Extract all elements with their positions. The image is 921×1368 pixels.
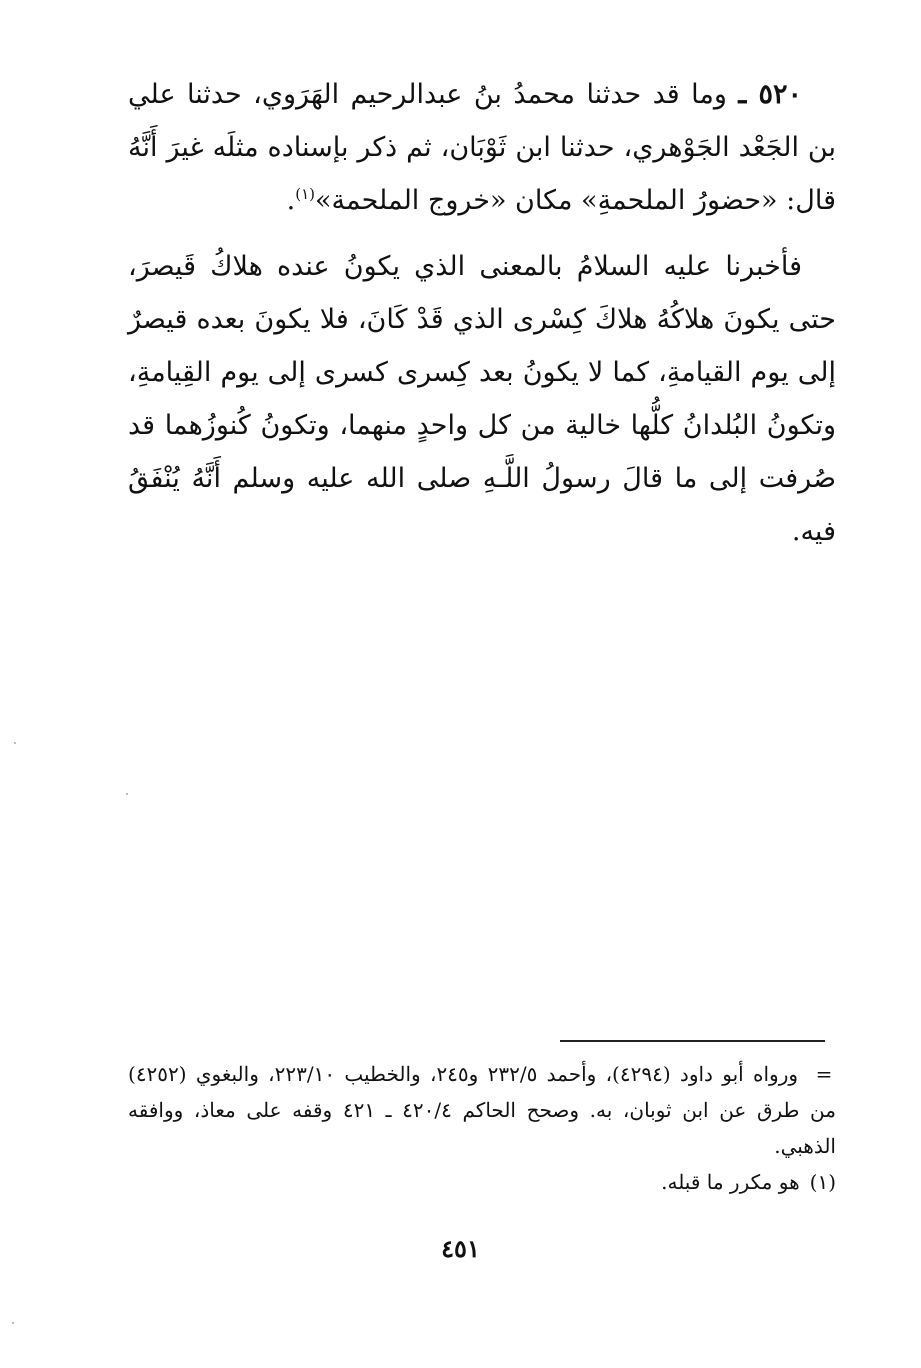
footnote-item (128, 1164, 836, 1200)
commentary-paragraph: فأخبرنا عليه السلامُ بالمعنى الذي يكونُ عنده هلاكُ قَيصرَ، حتى يكونَ هلاكُهُ هلاكَ كِسْرى الذي قَدْ كَانَ، فلا يكونَ بعده قيصرٌ إلى يوم القيامةِ، كما لا يكونُ بعد كِسرى كسرى إلى يوم القِيامةِ، وتكونُ البُلدانُ كلُّها خالية من كل واحدٍ منهما، وتكونُ كُنوزُهما قد صُرفت إلى ما قالَ رسولُ اللَّـهِ صلى الله عليه وسلم أَنَّهُ يُنْفَقُ فيه. (128, 251, 836, 547)
scan-speck (14, 742, 16, 744)
scan-speck (12, 1322, 14, 1324)
footnote-reference[interactable]: (١) (295, 185, 315, 203)
page-number: ٤٥١ (441, 1234, 480, 1263)
hadith-text: وما قد حدثنا محمدُ بنُ عبدالرحيم الهَرَوي، حدثنا علي بن الجَعْد الجَوْهري، حدثنا ابن ثَوْبَان، ثم ذكر بإسناده مثلَه غيرَ أَنَّهُ قال: «حضورُ الملحمةِ» مكان «خروج الملحمة» (128, 79, 836, 216)
hadith-paragraph (128, 68, 836, 227)
footnote-number: (١) (809, 1170, 836, 1194)
footnote-text: هو مكرر ما قبله. (661, 1170, 800, 1194)
footnote-continuation-text: ورواه أبو داود (٤٢٩٤)، وأحمد ٢٣٢/٥ و٢٤٥، والخطيب ٢٢٣/١٠، والبغوي (٤٢٥٢) من طرق عن ابن ثوبان، به. وصحح الحاكم ٤٢٠/٤ ـ ٤٢١ وقفه على معاذ، ووافقه الذهبي. (128, 1062, 836, 1158)
footnote-divider (560, 1040, 825, 1042)
footnote-continuation (128, 1056, 836, 1164)
scan-speck (126, 793, 128, 795)
hadith-number: ٥٢٠ ـ (738, 79, 802, 110)
hadith-text-end: . (286, 185, 296, 216)
footnotes-block (128, 1056, 836, 1200)
continuation-mark: = (815, 1062, 833, 1086)
main-text-block (128, 68, 836, 558)
